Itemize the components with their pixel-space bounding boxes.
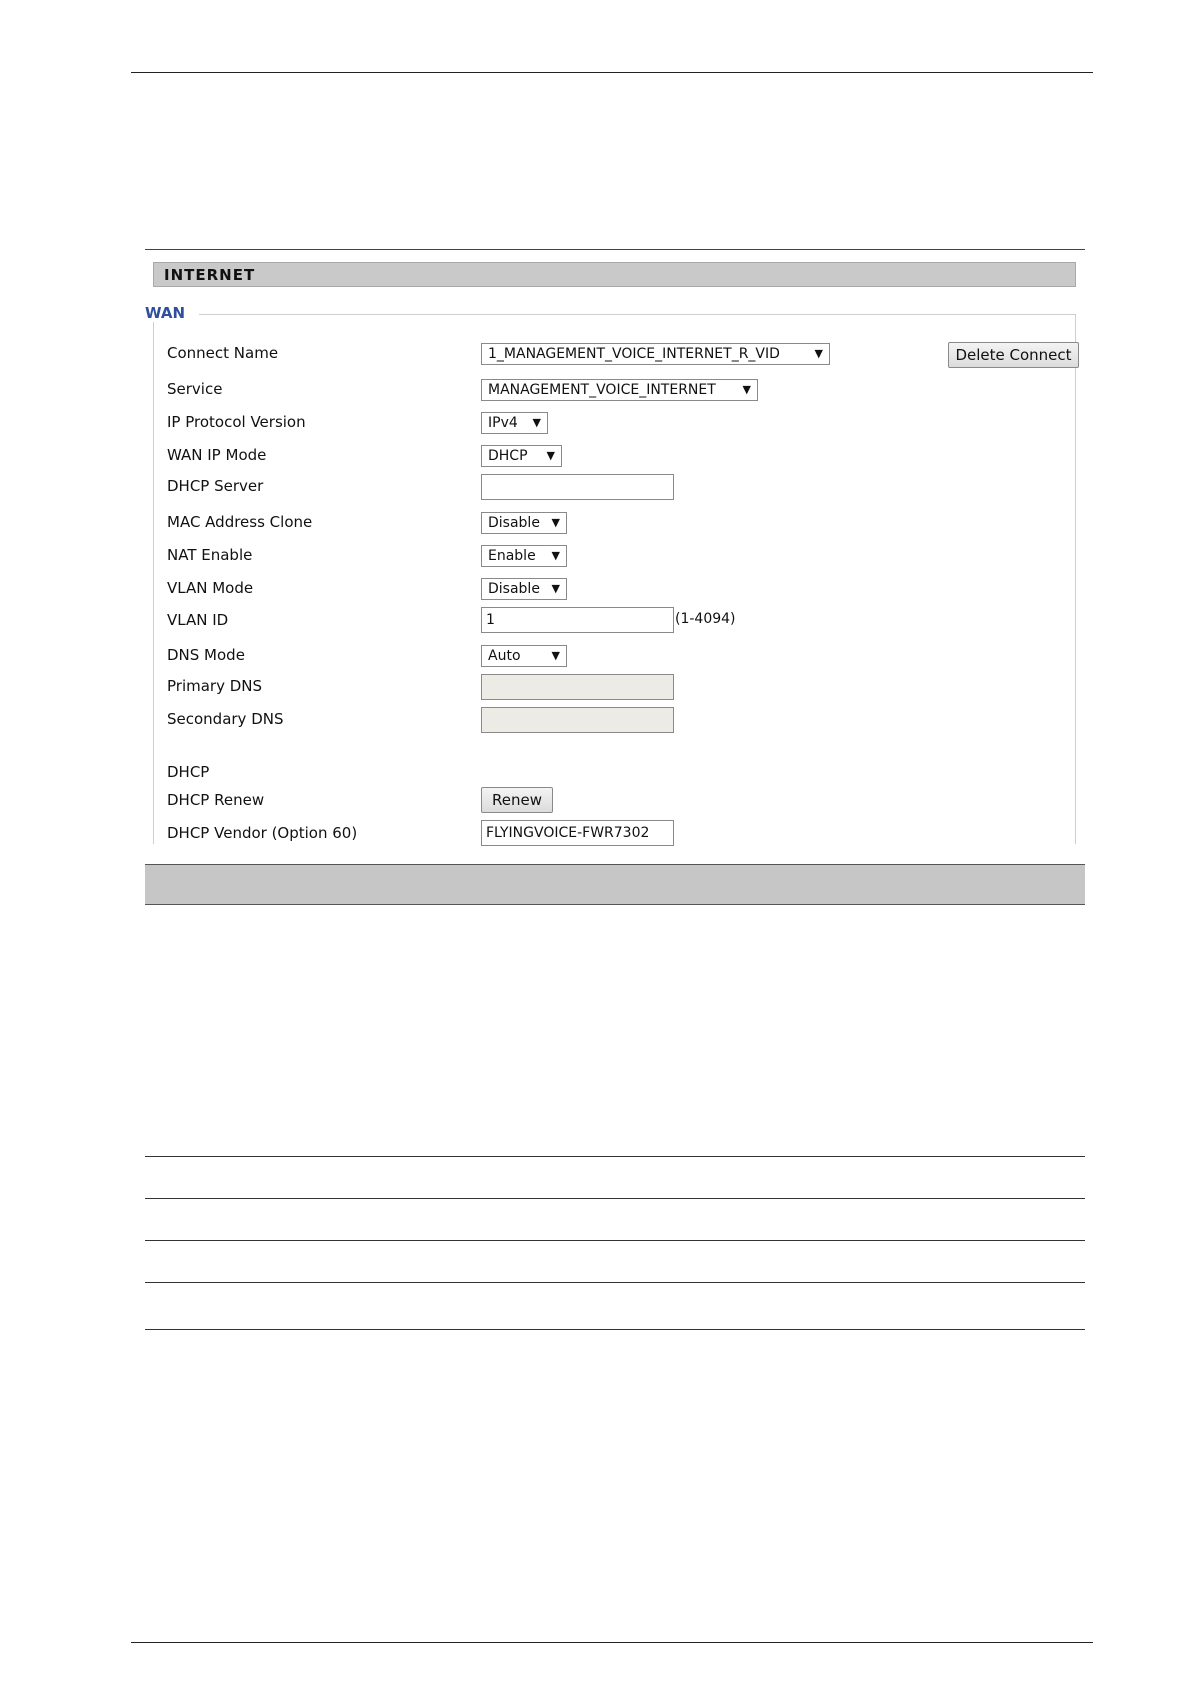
- mac-clone-value: Disable: [488, 515, 540, 531]
- ip-protocol-label: IP Protocol Version: [167, 413, 306, 431]
- renew-button[interactable]: Renew: [481, 787, 553, 813]
- dns-mode-value: Auto: [488, 648, 521, 664]
- dhcp-server-label: DHCP Server: [167, 477, 264, 495]
- dropdown-arrow-icon: ▼: [814, 347, 823, 360]
- section-title: INTERNET: [153, 262, 1076, 287]
- nat-enable-select[interactable]: [481, 545, 567, 567]
- dns-mode-label: DNS Mode: [167, 646, 245, 664]
- vlan-id-input[interactable]: 1: [481, 607, 674, 633]
- secondary-dns-label: Secondary DNS: [167, 710, 284, 728]
- vlan-id-label: VLAN ID: [167, 611, 229, 629]
- wan-ip-mode-select[interactable]: [481, 445, 562, 467]
- wan-legend: WAN: [143, 304, 199, 322]
- table-rule: [145, 1329, 1085, 1330]
- dropdown-arrow-icon: ▼: [551, 516, 560, 529]
- ip-protocol-value: IPv4: [488, 415, 518, 431]
- nat-enable-label: NAT Enable: [167, 546, 253, 564]
- dhcp-heading: DHCP: [167, 763, 210, 781]
- connect-name-label: Connect Name: [167, 344, 279, 362]
- service-value: MANAGEMENT_VOICE_INTERNET: [488, 382, 716, 398]
- secondary-dns-input: [481, 707, 674, 733]
- dropdown-arrow-icon: ▼: [532, 416, 541, 429]
- dropdown-arrow-icon: ▼: [742, 383, 751, 396]
- page-footer-rule: [131, 1642, 1093, 1643]
- dhcp-vendor-label: DHCP Vendor (Option 60): [167, 824, 358, 842]
- primary-dns-input: [481, 674, 674, 700]
- ip-protocol-select[interactable]: [481, 412, 548, 434]
- delete-connect-button[interactable]: Delete Connect: [948, 342, 1079, 368]
- vlan-mode-select[interactable]: [481, 578, 567, 600]
- table-rule: [145, 1198, 1085, 1199]
- nat-enable-value: Enable: [488, 548, 536, 564]
- wan-ip-mode-value: DHCP: [488, 448, 528, 464]
- dropdown-arrow-icon: ▼: [546, 449, 555, 462]
- screenshot-top-border: [145, 249, 1085, 250]
- service-label: Service: [167, 380, 223, 398]
- dhcp-renew-label: DHCP Renew: [167, 791, 265, 809]
- connect-name-value: 1_MANAGEMENT_VOICE_INTERNET_R_VID: [488, 346, 780, 362]
- dropdown-arrow-icon: ▼: [551, 582, 560, 595]
- table-rule: [145, 1240, 1085, 1241]
- table-rule: [145, 1156, 1085, 1157]
- primary-dns-label: Primary DNS: [167, 677, 263, 695]
- service-select[interactable]: [481, 379, 758, 401]
- vlan-mode-value: Disable: [488, 581, 540, 597]
- connect-name-select[interactable]: [481, 343, 830, 365]
- vlan-mode-label: VLAN Mode: [167, 579, 254, 597]
- vlan-id-range-hint: (1-4094): [675, 611, 736, 627]
- router-config-screenshot: [145, 249, 1085, 843]
- dhcp-server-input[interactable]: [481, 474, 674, 500]
- wan-ip-mode-label: WAN IP Mode: [167, 446, 267, 464]
- table-header-band: [145, 864, 1085, 905]
- table-rule: [145, 1282, 1085, 1283]
- dropdown-arrow-icon: ▼: [551, 549, 560, 562]
- mac-clone-select[interactable]: [481, 512, 567, 534]
- dhcp-vendor-input[interactable]: FLYINGVOICE-FWR7302: [481, 820, 674, 846]
- mac-clone-label: MAC Address Clone: [167, 513, 313, 531]
- page-header-rule: [131, 72, 1093, 73]
- dropdown-arrow-icon: ▼: [551, 649, 560, 662]
- dns-mode-select[interactable]: [481, 645, 567, 667]
